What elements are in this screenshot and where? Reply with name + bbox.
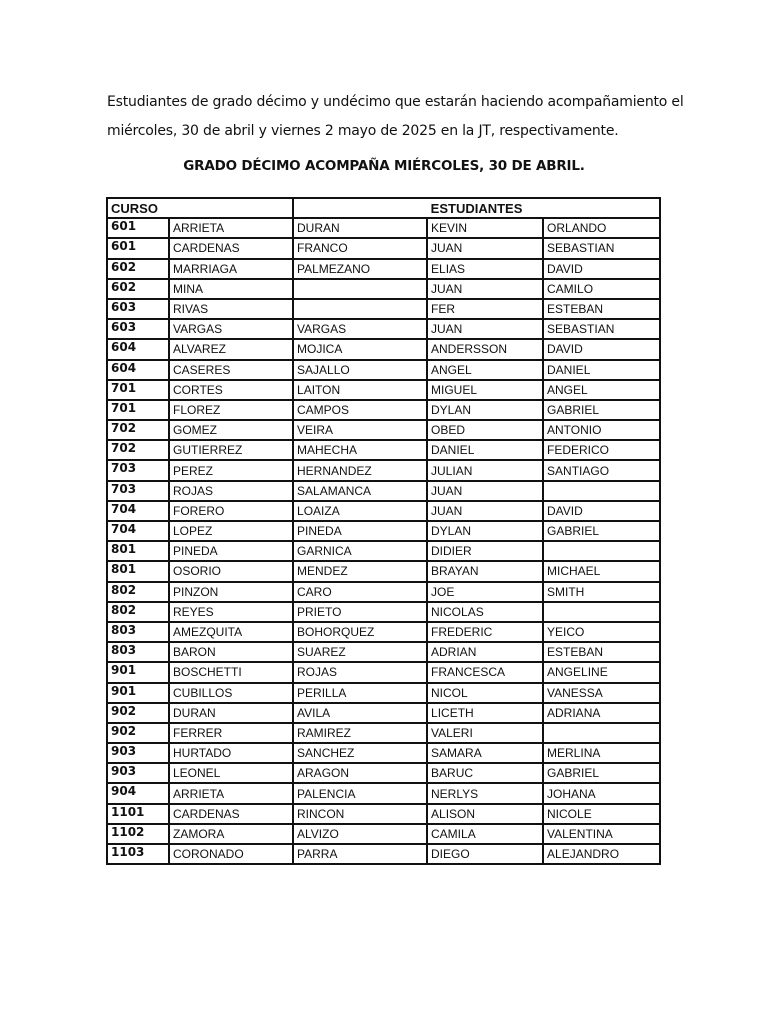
nombre2-cell: ESTEBAN xyxy=(543,642,660,662)
table-row xyxy=(107,380,660,400)
nombre1-cell: FRANCESCA xyxy=(427,662,543,682)
table-row xyxy=(107,824,660,844)
apellido2-cell xyxy=(293,299,427,319)
nombre2-cell: ALEJANDRO xyxy=(543,844,660,864)
apellido2-cell: PALENCIA xyxy=(293,783,427,803)
curso-cell: 902 xyxy=(107,703,169,723)
nombre1-cell: ELIAS xyxy=(427,259,543,279)
nombre2-cell: GABRIEL xyxy=(543,521,660,541)
nombre1-cell: JUAN xyxy=(427,238,543,258)
curso-cell: 601 xyxy=(107,238,169,258)
nombre1-cell: BRAYAN xyxy=(427,561,543,581)
apellido1-cell: BOSCHETTI xyxy=(169,662,293,682)
curso-cell: 1103 xyxy=(107,844,169,864)
apellido2-cell: CAMPOS xyxy=(293,400,427,420)
table-row xyxy=(107,400,660,420)
apellido1-cell: REYES xyxy=(169,602,293,622)
nombre1-cell: NERLYS xyxy=(427,783,543,803)
table-row xyxy=(107,723,660,743)
table-row xyxy=(107,844,660,864)
curso-cell: 901 xyxy=(107,662,169,682)
nombre1-cell: KEVIN xyxy=(427,218,543,238)
nombre2-cell: VALENTINA xyxy=(543,824,660,844)
table-row xyxy=(107,460,660,480)
nombre1-cell: ALISON xyxy=(427,804,543,824)
curso-cell: 602 xyxy=(107,259,169,279)
apellido1-cell: LOPEZ xyxy=(169,521,293,541)
apellido1-cell: VARGAS xyxy=(169,319,293,339)
curso-cell: 802 xyxy=(107,582,169,602)
table-row xyxy=(107,279,660,299)
apellido2-cell: VEIRA xyxy=(293,420,427,440)
nombre2-cell: ANGELINE xyxy=(543,662,660,682)
intro-line-1: Estudiantes de grado décimo y undécimo que estarán haciendo acompañamiento el xyxy=(107,94,684,110)
curso-header: CURSO xyxy=(107,198,293,218)
nombre2-cell: DAVID xyxy=(543,501,660,521)
apellido2-cell: RINCON xyxy=(293,804,427,824)
nombre2-cell: SEBASTIAN xyxy=(543,238,660,258)
nombre2-cell: GABRIEL xyxy=(543,763,660,783)
table-row xyxy=(107,299,660,319)
nombre2-cell: DAVID xyxy=(543,339,660,359)
apellido2-cell: PINEDA xyxy=(293,521,427,541)
table-row xyxy=(107,360,660,380)
curso-cell: 704 xyxy=(107,501,169,521)
apellido2-cell: PARRA xyxy=(293,844,427,864)
table-row xyxy=(107,622,660,642)
nombre2-cell: CAMILO xyxy=(543,279,660,299)
nombre1-cell: CAMILA xyxy=(427,824,543,844)
curso-cell: 702 xyxy=(107,420,169,440)
apellido2-cell: CARO xyxy=(293,582,427,602)
nombre2-cell: SANTIAGO xyxy=(543,460,660,480)
apellido1-cell: MINA xyxy=(169,279,293,299)
table-row xyxy=(107,238,660,258)
nombre2-cell: ORLANDO xyxy=(543,218,660,238)
nombre1-cell: JUAN xyxy=(427,279,543,299)
table-row xyxy=(107,440,660,460)
apellido2-cell: PERILLA xyxy=(293,683,427,703)
section-heading: GRADO DÉCIMO ACOMPAÑA MIÉRCOLES, 30 DE ABRIL. xyxy=(183,158,585,174)
nombre1-cell: DANIEL xyxy=(427,440,543,460)
nombre1-cell: ADRIAN xyxy=(427,642,543,662)
apellido1-cell: CUBILLOS xyxy=(169,683,293,703)
nombre1-cell: DYLAN xyxy=(427,400,543,420)
nombre2-cell: NICOLE xyxy=(543,804,660,824)
nombre2-cell xyxy=(543,481,660,501)
apellido1-cell: ROJAS xyxy=(169,481,293,501)
nombre2-cell: SEBASTIAN xyxy=(543,319,660,339)
nombre2-cell: ANGEL xyxy=(543,380,660,400)
nombre1-cell: LICETH xyxy=(427,703,543,723)
nombre2-cell: ESTEBAN xyxy=(543,299,660,319)
nombre2-cell: YEICO xyxy=(543,622,660,642)
apellido1-cell: PINEDA xyxy=(169,541,293,561)
nombre2-cell: FEDERICO xyxy=(543,440,660,460)
apellido1-cell: FERRER xyxy=(169,723,293,743)
curso-cell: 902 xyxy=(107,723,169,743)
curso-cell: 702 xyxy=(107,440,169,460)
apellido2-cell: ALVIZO xyxy=(293,824,427,844)
nombre1-cell: FER xyxy=(427,299,543,319)
nombre2-cell: VANESSA xyxy=(543,683,660,703)
nombre2-cell: MICHAEL xyxy=(543,561,660,581)
table-row xyxy=(107,662,660,682)
apellido1-cell: FORERO xyxy=(169,501,293,521)
apellido1-cell: RIVAS xyxy=(169,299,293,319)
apellido2-cell xyxy=(293,279,427,299)
table-row xyxy=(107,703,660,723)
apellido1-cell: CARDENAS xyxy=(169,238,293,258)
curso-cell: 903 xyxy=(107,743,169,763)
curso-cell: 604 xyxy=(107,360,169,380)
apellido2-cell: MENDEZ xyxy=(293,561,427,581)
curso-cell: 701 xyxy=(107,380,169,400)
curso-cell: 604 xyxy=(107,339,169,359)
table-header-row xyxy=(107,198,660,218)
nombre1-cell: BARUC xyxy=(427,763,543,783)
curso-cell: 1101 xyxy=(107,804,169,824)
nombre1-cell: MIGUEL xyxy=(427,380,543,400)
apellido1-cell: GUTIERREZ xyxy=(169,440,293,460)
nombre1-cell: JULIAN xyxy=(427,460,543,480)
table-row xyxy=(107,642,660,662)
curso-cell: 803 xyxy=(107,622,169,642)
apellido1-cell: ZAMORA xyxy=(169,824,293,844)
table-row xyxy=(107,420,660,440)
apellido2-cell: LOAIZA xyxy=(293,501,427,521)
apellido2-cell: SAJALLO xyxy=(293,360,427,380)
nombre1-cell: ANGEL xyxy=(427,360,543,380)
nombre2-cell: GABRIEL xyxy=(543,400,660,420)
apellido2-cell: PRIETO xyxy=(293,602,427,622)
apellido1-cell: GOMEZ xyxy=(169,420,293,440)
apellido2-cell: ARAGON xyxy=(293,763,427,783)
nombre2-cell: SMITH xyxy=(543,582,660,602)
apellido2-cell: SANCHEZ xyxy=(293,743,427,763)
apellido1-cell: MARRIAGA xyxy=(169,259,293,279)
apellido1-cell: PINZON xyxy=(169,582,293,602)
curso-cell: 703 xyxy=(107,460,169,480)
curso-cell: 603 xyxy=(107,299,169,319)
apellido2-cell: VARGAS xyxy=(293,319,427,339)
nombre2-cell: DAVID xyxy=(543,259,660,279)
table-row xyxy=(107,541,660,561)
table-row xyxy=(107,259,660,279)
table-row xyxy=(107,521,660,541)
nombre1-cell: DIDIER xyxy=(427,541,543,561)
curso-cell: 602 xyxy=(107,279,169,299)
apellido1-cell: ARRIETA xyxy=(169,218,293,238)
estudiantes-header: ESTUDIANTES xyxy=(293,198,660,218)
nombre1-cell: VALERI xyxy=(427,723,543,743)
apellido1-cell: DURAN xyxy=(169,703,293,723)
nombre1-cell: DYLAN xyxy=(427,521,543,541)
apellido2-cell: ROJAS xyxy=(293,662,427,682)
apellido1-cell: AMEZQUITA xyxy=(169,622,293,642)
apellido2-cell: GARNICA xyxy=(293,541,427,561)
nombre2-cell: DANIEL xyxy=(543,360,660,380)
apellido2-cell: MOJICA xyxy=(293,339,427,359)
nombre2-cell: JOHANA xyxy=(543,783,660,803)
table-row xyxy=(107,501,660,521)
nombre2-cell xyxy=(543,723,660,743)
apellido1-cell: FLOREZ xyxy=(169,400,293,420)
curso-cell: 801 xyxy=(107,561,169,581)
nombre1-cell: NICOL xyxy=(427,683,543,703)
nombre1-cell: DIEGO xyxy=(427,844,543,864)
apellido1-cell: BARON xyxy=(169,642,293,662)
curso-cell: 703 xyxy=(107,481,169,501)
nombre1-cell: JOE xyxy=(427,582,543,602)
nombre1-cell: FREDERIC xyxy=(427,622,543,642)
apellido2-cell: HERNANDEZ xyxy=(293,460,427,480)
table-row xyxy=(107,804,660,824)
apellido2-cell: RAMIREZ xyxy=(293,723,427,743)
nombre2-cell: ADRIANA xyxy=(543,703,660,723)
curso-cell: 803 xyxy=(107,642,169,662)
nombre1-cell: SAMARA xyxy=(427,743,543,763)
table-row xyxy=(107,218,660,238)
table-row xyxy=(107,763,660,783)
apellido2-cell: MAHECHA xyxy=(293,440,427,460)
apellido1-cell: CARDENAS xyxy=(169,804,293,824)
apellido1-cell: HURTADO xyxy=(169,743,293,763)
table-row xyxy=(107,683,660,703)
apellido1-cell: ALVAREZ xyxy=(169,339,293,359)
curso-cell: 704 xyxy=(107,521,169,541)
table-row xyxy=(107,561,660,581)
curso-cell: 904 xyxy=(107,783,169,803)
table-row xyxy=(107,783,660,803)
apellido2-cell: AVILA xyxy=(293,703,427,723)
table-row xyxy=(107,319,660,339)
table-row xyxy=(107,339,660,359)
intro-line-2: miércoles, 30 de abril y viernes 2 mayo de 2025 en la JT, respectivamente. xyxy=(107,123,619,139)
apellido2-cell: DURAN xyxy=(293,218,427,238)
curso-cell: 802 xyxy=(107,602,169,622)
apellido1-cell: OSORIO xyxy=(169,561,293,581)
intro-paragraph xyxy=(107,88,684,146)
apellido1-cell: LEONEL xyxy=(169,763,293,783)
nombre1-cell: NICOLAS xyxy=(427,602,543,622)
table-row xyxy=(107,582,660,602)
apellido2-cell: LAITON xyxy=(293,380,427,400)
apellido2-cell: FRANCO xyxy=(293,238,427,258)
curso-cell: 903 xyxy=(107,763,169,783)
apellido1-cell: CASERES xyxy=(169,360,293,380)
apellido2-cell: SUAREZ xyxy=(293,642,427,662)
table-row xyxy=(107,481,660,501)
students-table xyxy=(106,197,661,865)
curso-cell: 601 xyxy=(107,218,169,238)
curso-cell: 801 xyxy=(107,541,169,561)
curso-cell: 701 xyxy=(107,400,169,420)
nombre2-cell: ANTONIO xyxy=(543,420,660,440)
nombre1-cell: JUAN xyxy=(427,319,543,339)
apellido2-cell: BOHORQUEZ xyxy=(293,622,427,642)
table-body xyxy=(107,218,660,864)
curso-cell: 1102 xyxy=(107,824,169,844)
nombre1-cell: JUAN xyxy=(427,481,543,501)
table-row xyxy=(107,602,660,622)
nombre2-cell xyxy=(543,602,660,622)
apellido2-cell: SALAMANCA xyxy=(293,481,427,501)
apellido1-cell: CORONADO xyxy=(169,844,293,864)
nombre1-cell: OBED xyxy=(427,420,543,440)
curso-cell: 603 xyxy=(107,319,169,339)
apellido1-cell: ARRIETA xyxy=(169,783,293,803)
nombre2-cell xyxy=(543,541,660,561)
nombre1-cell: ANDERSSON xyxy=(427,339,543,359)
table-row xyxy=(107,743,660,763)
nombre1-cell: JUAN xyxy=(427,501,543,521)
apellido1-cell: PEREZ xyxy=(169,460,293,480)
apellido1-cell: CORTES xyxy=(169,380,293,400)
curso-cell: 901 xyxy=(107,683,169,703)
nombre2-cell: MERLINA xyxy=(543,743,660,763)
apellido2-cell: PALMEZANO xyxy=(293,259,427,279)
